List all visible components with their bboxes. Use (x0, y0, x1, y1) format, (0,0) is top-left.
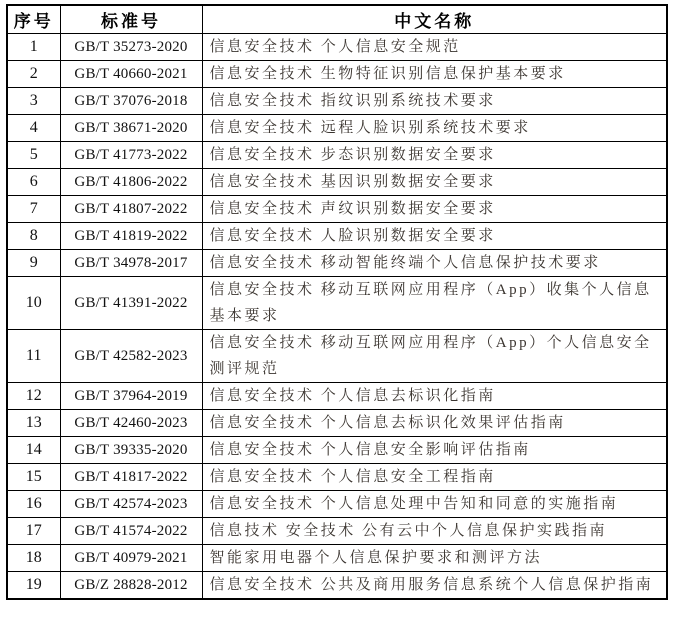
row-standard-name-cell: 信息安全技术 人脸识别数据安全要求 (202, 223, 667, 250)
table-body (7, 34, 667, 600)
row-standard-id-cell: GB/T 40660-2021 (60, 61, 202, 88)
row-standard-id-cell: GB/T 41807-2022 (60, 196, 202, 223)
row-standard-name-cell: 信息安全技术 个人信息安全工程指南 (202, 464, 667, 491)
row-standard-id-cell: GB/T 41773-2022 (60, 142, 202, 169)
row-serial-number-cell: 2 (7, 61, 60, 88)
table-row (7, 196, 667, 223)
row-serial-number-cell: 13 (7, 410, 60, 437)
table-row (7, 410, 667, 437)
row-serial-number-cell: 17 (7, 518, 60, 545)
row-standard-name-cell: 信息安全技术 移动互联网应用程序（App）收集个人信息基本要求 (202, 277, 667, 330)
row-serial-number-cell: 12 (7, 383, 60, 410)
row-standard-id-cell: GB/T 41819-2022 (60, 223, 202, 250)
table-row (7, 142, 667, 169)
row-standard-name-cell: 信息安全技术 个人信息安全规范 (202, 34, 667, 61)
table-row (7, 545, 667, 572)
row-serial-number-cell: 19 (7, 572, 60, 600)
table-row (7, 250, 667, 277)
row-standard-id-cell: GB/T 42582-2023 (60, 330, 202, 383)
table-row (7, 383, 667, 410)
col-header-standard-id: 标准号 (60, 5, 202, 34)
row-standard-name-cell: 信息技术 安全技术 公有云中个人信息保护实践指南 (202, 518, 667, 545)
row-serial-number-cell: 16 (7, 491, 60, 518)
row-standard-name-cell: 信息安全技术 移动互联网应用程序（App）个人信息安全测评规范 (202, 330, 667, 383)
row-serial-number-cell: 1 (7, 34, 60, 61)
row-standard-id-cell: GB/T 41574-2022 (60, 518, 202, 545)
row-standard-id-cell: GB/T 37076-2018 (60, 88, 202, 115)
table-row (7, 223, 667, 250)
row-standard-id-cell: GB/T 39335-2020 (60, 437, 202, 464)
table-row (7, 115, 667, 142)
col-header-serial-number: 序号 (7, 5, 60, 34)
row-standard-name-cell: 信息安全技术 公共及商用服务信息系统个人信息保护指南 (202, 572, 667, 600)
row-standard-name-cell: 智能家用电器个人信息保护要求和测评方法 (202, 545, 667, 572)
table-row (7, 88, 667, 115)
table-row (7, 277, 667, 330)
row-standard-name-cell: 信息安全技术 生物特征识别信息保护基本要求 (202, 61, 667, 88)
row-standard-id-cell: GB/T 42574-2023 (60, 491, 202, 518)
row-standard-name-cell: 信息安全技术 步态识别数据安全要求 (202, 142, 667, 169)
row-standard-name-cell: 信息安全技术 远程人脸识别系统技术要求 (202, 115, 667, 142)
row-serial-number-cell: 14 (7, 437, 60, 464)
row-serial-number-cell: 3 (7, 88, 60, 115)
row-standard-name-cell: 信息安全技术 移动智能终端个人信息保护技术要求 (202, 250, 667, 277)
row-serial-number-cell: 5 (7, 142, 60, 169)
row-serial-number-cell: 18 (7, 545, 60, 572)
row-standard-name-cell: 信息安全技术 个人信息去标识化效果评估指南 (202, 410, 667, 437)
row-serial-number-cell: 15 (7, 464, 60, 491)
row-serial-number-cell: 4 (7, 115, 60, 142)
row-standard-name-cell: 信息安全技术 声纹识别数据安全要求 (202, 196, 667, 223)
row-serial-number-cell: 11 (7, 330, 60, 383)
table-row (7, 491, 667, 518)
row-standard-name-cell: 信息安全技术 个人信息去标识化指南 (202, 383, 667, 410)
row-standard-id-cell: GB/T 41817-2022 (60, 464, 202, 491)
table-row (7, 572, 667, 600)
standards-table (6, 4, 668, 600)
row-standard-name-cell: 信息安全技术 个人信息安全影响评估指南 (202, 437, 667, 464)
row-standard-id-cell: GB/T 41391-2022 (60, 277, 202, 330)
row-serial-number-cell: 9 (7, 250, 60, 277)
table-header (7, 5, 667, 34)
col-header-chinese-name: 中文名称 (202, 5, 667, 34)
table-row (7, 169, 667, 196)
header-row (7, 5, 667, 34)
row-standard-name-cell: 信息安全技术 基因识别数据安全要求 (202, 169, 667, 196)
row-serial-number-cell: 6 (7, 169, 60, 196)
table-row (7, 464, 667, 491)
table-row (7, 518, 667, 545)
row-standard-id-cell: GB/T 35273-2020 (60, 34, 202, 61)
row-standard-name-cell: 信息安全技术 个人信息处理中告知和同意的实施指南 (202, 491, 667, 518)
table-row (7, 61, 667, 88)
row-standard-id-cell: GB/Z 28828-2012 (60, 572, 202, 600)
row-standard-name-cell: 信息安全技术 指纹识别系统技术要求 (202, 88, 667, 115)
row-serial-number-cell: 10 (7, 277, 60, 330)
row-standard-id-cell: GB/T 41806-2022 (60, 169, 202, 196)
row-standard-id-cell: GB/T 42460-2023 (60, 410, 202, 437)
table-row (7, 34, 667, 61)
row-standard-id-cell: GB/T 37964-2019 (60, 383, 202, 410)
table-row (7, 330, 667, 383)
row-serial-number-cell: 7 (7, 196, 60, 223)
row-standard-id-cell: GB/T 40979-2021 (60, 545, 202, 572)
row-standard-id-cell: GB/T 38671-2020 (60, 115, 202, 142)
row-standard-id-cell: GB/T 34978-2017 (60, 250, 202, 277)
row-serial-number-cell: 8 (7, 223, 60, 250)
table-row (7, 437, 667, 464)
